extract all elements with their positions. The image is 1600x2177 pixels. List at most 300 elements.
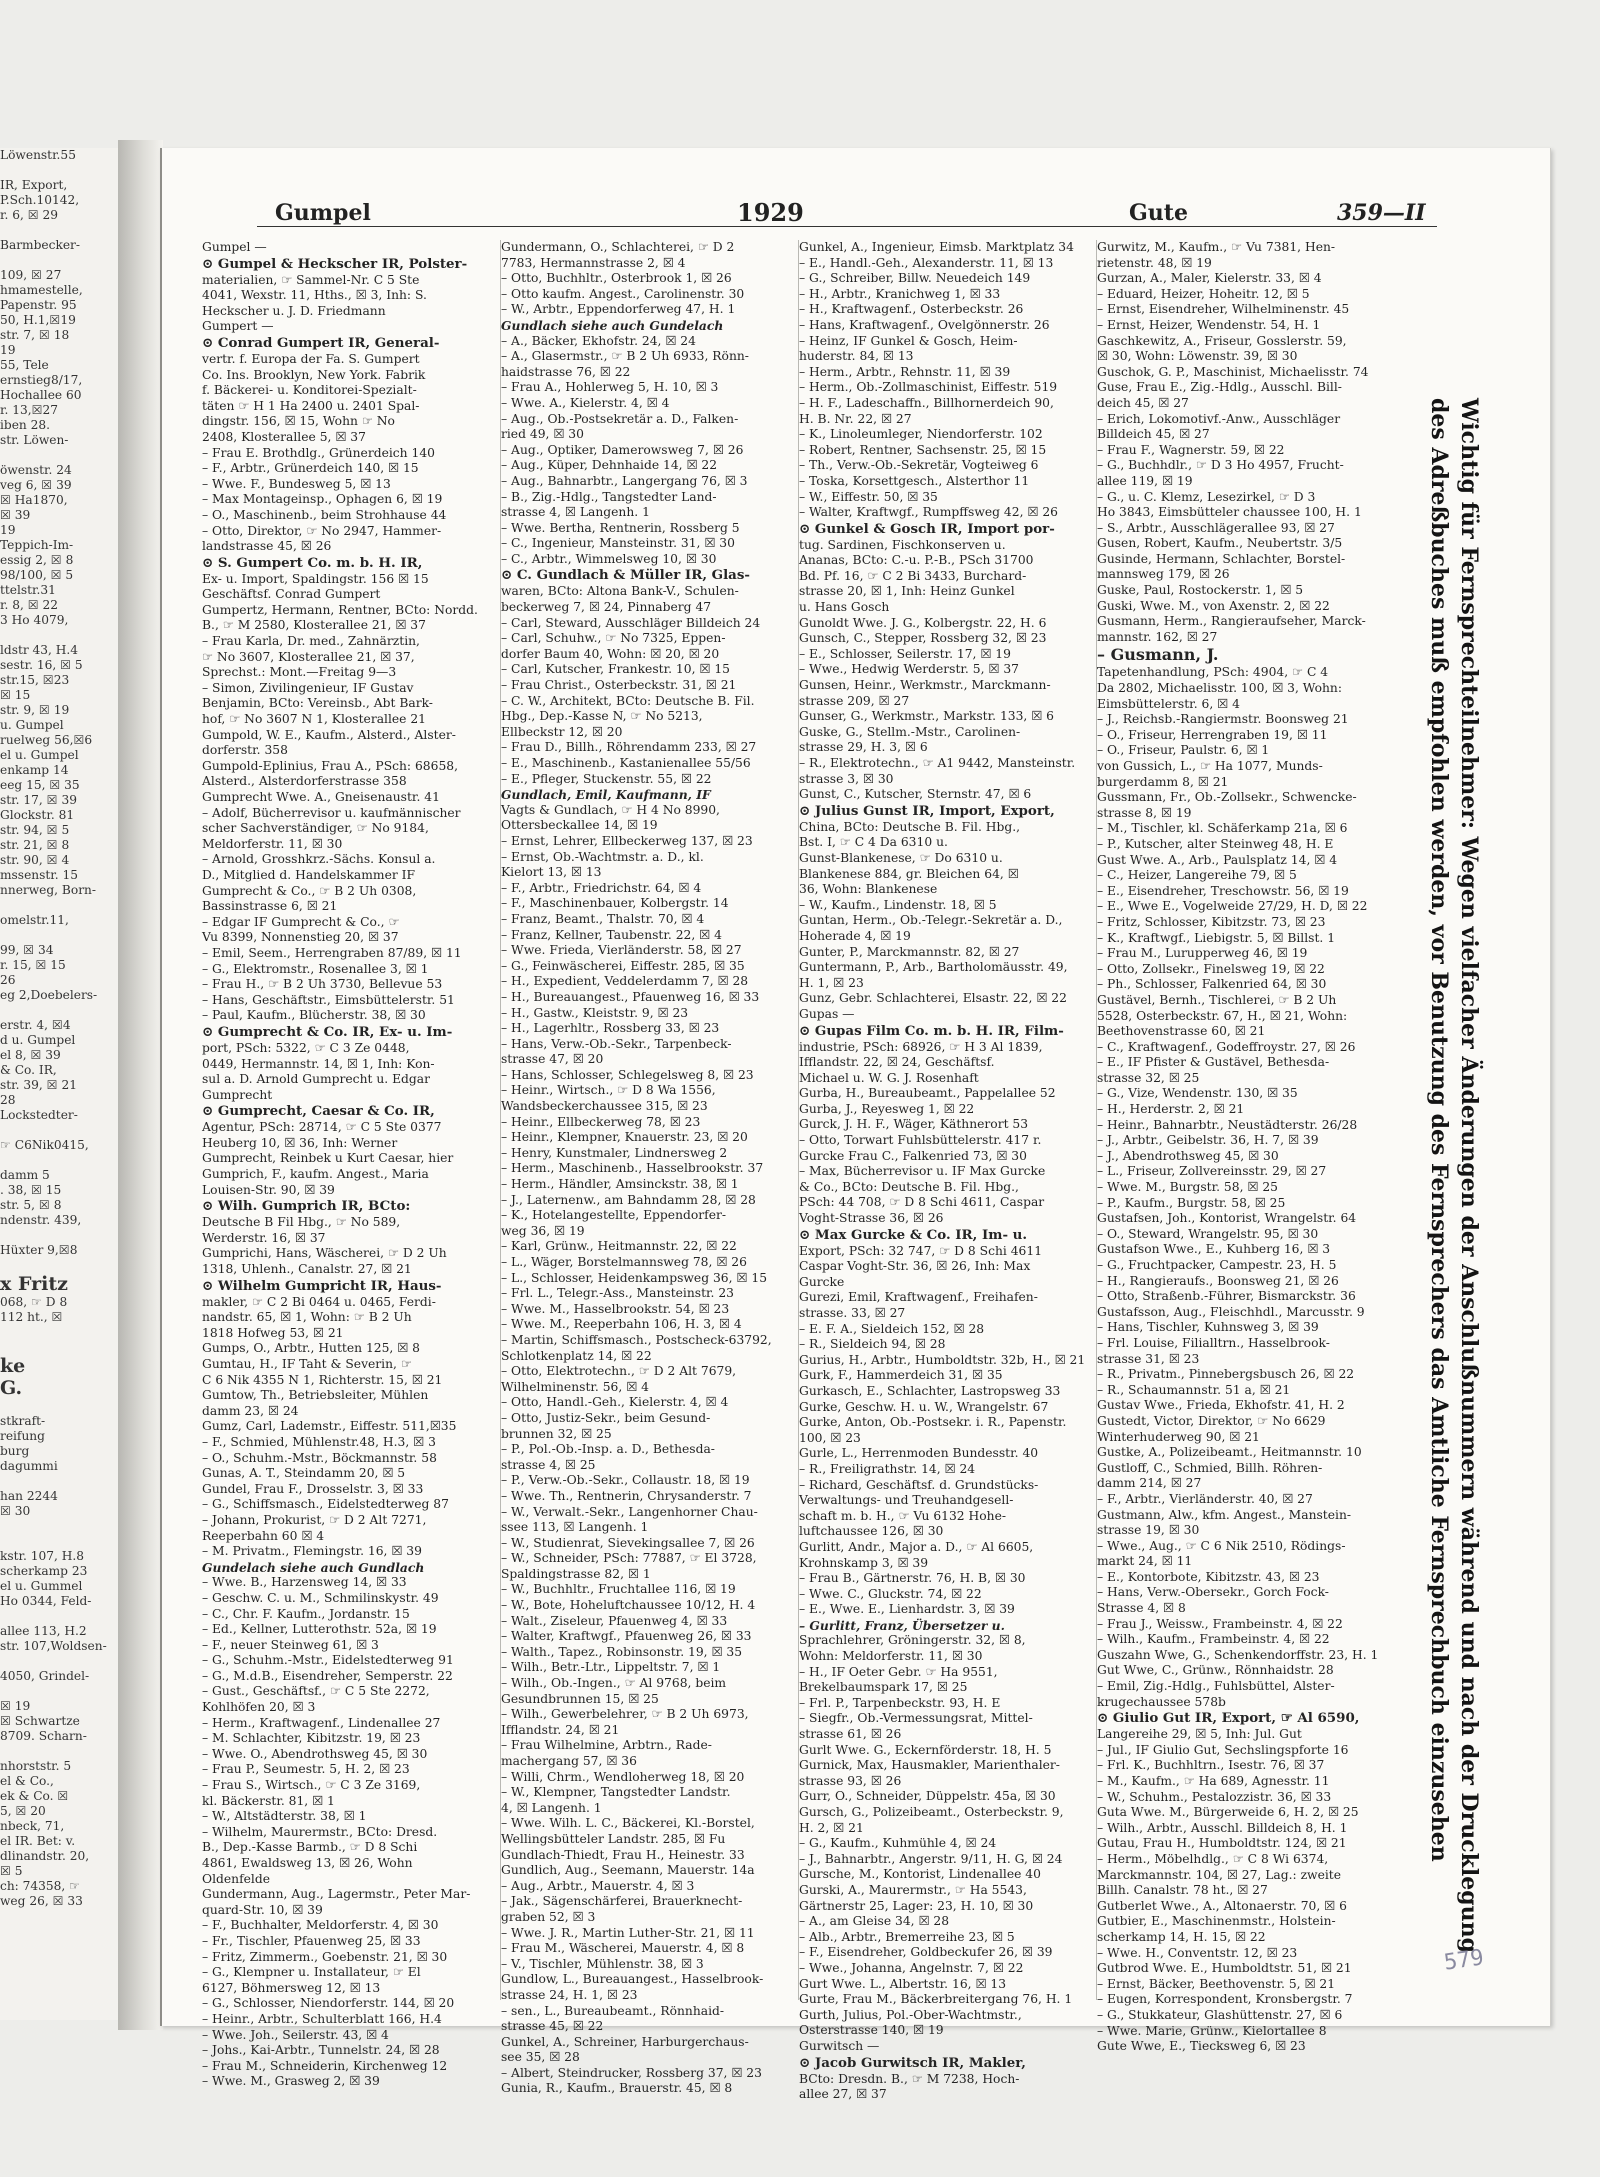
directory-entry: – Henry, Kunstmaler, Lindnersweg 2 [501,1145,728,1160]
previous-page-fragment: Lockstedter- [0,1108,78,1122]
previous-page-fragment [0,898,118,913]
directory-entry: ssee 113, ☒ Langenh. 1 [501,1520,649,1535]
directory-entry: – Frau M., Wäscherei, Mauerstr. 4, ☒ 8 [501,1941,745,1956]
directory-entry: – Ernst, Eisendreher, Wilhelminenstr. 45 [1097,302,1350,317]
directory-entry: Gutberlet Wwe., A., Altonaerstr. 70, ☒ 6 [1097,1898,1347,1913]
directory-entry: – E., Maschinenb., Kastanienallee 55/56 [501,756,751,770]
previous-page-fragment: han 2244 [0,1489,58,1503]
previous-page-fragment: el u. Gumpel [0,748,79,762]
column-1 [202,240,498,2089]
vertical-notice-line-1: Wichtig für Fernsprechteilnehmer: Wegen vielfacher Änderungen der Anschlußnummern während und nach der Drucklegung [1456,398,1482,1953]
directory-entry: – Fritz, Schlosser, Kibitzstr. 73, ☒ 23 [1097,914,1326,929]
previous-page-fragment: ttelstr.31 [0,583,56,597]
directory-entry: – K., Kraftwgf., Liebigstr. 5, ☒ Billst. 1 [1097,930,1336,945]
directory-entry: Gurba, J., Reyesweg 1, ☒ 22 [799,1101,975,1116]
directory-entry: – Frau Christ., Osterbeckstr. 31, ☒ 21 [501,678,737,693]
previous-page-fragment: IR, Export, [0,178,68,192]
column-2 [500,240,797,2096]
previous-page-fragment: ☒ 30 [0,1504,31,1518]
header-left-name: Gumpel [275,200,371,226]
directory-entry: burgerdamm 8, ☒ 21 [1097,774,1229,789]
directory-entry: – Emil, Seem., Herrengraben 87/89, ☒ 11 [202,945,462,960]
directory-entry: – M. Privatm., Flemingstr. 16, ☒ 39 [202,1544,422,1559]
directory-entry: – W., Klempner, Tangstedter Landstr. [501,1785,731,1800]
directory-entry: Gurle, L., Herrenmoden Bundesstr. 40 [799,1446,1039,1461]
directory-entry: – Wilh., Ob.-Ingen., ☞ Al 9768, beim [501,1676,727,1691]
previous-page-fragment: nnerweg, Born- [0,883,97,897]
directory-entry: – G., Fruchtpacker, Campestr. 23, H. 5 [1097,1258,1337,1272]
directory-entry: Gust Wwe. A., Arb., Paulsplatz 14, ☒ 4 [1097,852,1338,867]
directory-entry: – G., Schuhm.-Mstr., Eidelstedterweg 91 [202,1653,454,1668]
previous-page-fragment: ☒ 39 [0,508,31,522]
directory-entry: – A., am Gleise 34, ☒ 28 [799,1914,950,1929]
directory-entry: – O., Steward, Wrangelstr. 95, ☒ 30 [1097,1226,1319,1241]
directory-entry: Gustloff, C., Schmied, Billh. Röhren- [1097,1460,1323,1475]
previous-page-fragment: ernstieg8/17, [0,373,83,387]
directory-entry: Guszahn Wwe, G., Schenkendorffstr. 23, H. 1 [1097,1647,1379,1662]
directory-entry: ried 49, ☒ 30 [501,427,584,442]
directory-entry: Gutbier, E., Maschinenmstr., Holstein- [1097,1914,1336,1929]
directory-entry: – Simon, Zivilingenieur, IF Gustav [202,680,414,695]
directory-entry: – P., Pol.-Ob.-Insp. a. D., Bethesda- [501,1442,715,1457]
directory-entry: – Eugen, Korrespondent, Kronsbergstr. 7 [1097,1992,1353,2007]
directory-entry: Caspar Voght-Str. 36, ☒ 26, Inh: Max [799,1259,1031,1274]
directory-entry: Gurski, A., Maurermstr., ☞ Ha 5543, [799,1882,1027,1897]
previous-page-fragment: Ho 0344, Feld- [0,1594,92,1608]
directory-entry: Osterstrasse 140, ☒ 19 [799,2023,944,2038]
directory-entry: – M. Schlachter, Kibitzstr. 19, ☒ 23 [202,1731,421,1746]
directory-entry: Guschok, G. P., Maschinist, Michaelisstr. 74 [1097,364,1369,379]
directory-entry: H. B. Nr. 22, ☒ 27 [799,411,912,426]
directory-entry: Werderstr. 16, ☒ 37 [202,1230,326,1245]
directory-entry: 0449, Hermannstr. 14, ☒ 1, Inh: Kon- [202,1056,435,1071]
directory-entry: – Heinr., Arbtr., Schulterblatt 166, H.4 [202,2011,442,2026]
directory-entry: Ex- u. Import, Spaldingstr. 156 ☒ 15 [202,571,429,586]
previous-page-fragment [0,1744,118,1759]
directory-entry: – Erich, Lokomotivf.-Anw., Ausschläger [1097,411,1341,426]
previous-page-fragment: ruelweg 56,☒6 [0,733,93,747]
previous-page-fragment: sestr. 16, ☒ 5 [0,658,83,672]
directory-entry: – Wwe. F., Bundesweg 5, ☒ 13 [202,476,391,491]
directory-entry: Gumtau, H., IF Taht & Severin, ☞ [202,1357,412,1371]
previous-page-fragment: nhorststr. 5 [0,1759,72,1773]
previous-page-fragment [0,1609,118,1624]
directory-entry: Gundlach-Thiedt, Frau H., Heinestr. 33 [501,1847,745,1862]
directory-entry: graben 52, ☒ 3 [501,1909,596,1924]
directory-entry: – L., Friseur, Zollvereinsstr. 29, ☒ 27 [1097,1164,1327,1179]
directory-entry: Vagts & Gundlach, ☞ H 4 No 8990, [501,802,720,817]
directory-entry: – A., Glasermstr., ☞ B 2 Uh 6933, Rönn- [501,349,749,364]
directory-entry: – G., Schiffsmasch., Eidelstedterweg 87 [202,1497,449,1512]
directory-entry: 6127, Böhmersweg 12, ☒ 13 [202,1980,381,1995]
directory-entry: Ananas, BCto: C.-u. P.-B., PSch 31700 [799,553,1034,568]
previous-page-fragment: Papenstr. 95 [0,298,77,312]
directory-entry: – Wwe. M., Hasselbrookstr. 54, ☒ 23 [501,1301,730,1316]
previous-page-fragment [0,1153,118,1168]
directory-entry: ⊙ Jacob Gurwitsch IR, Makler, [799,2054,1026,2071]
directory-entry: 1318, Uhlenh., Canalstr. 27, ☒ 21 [202,1262,412,1277]
directory-entry: Gurba, H., Bureaubeamt., Pappelallee 52 [799,1086,1056,1101]
directory-entry: – W., Arbtr., Eppendorferweg 47, H. 1 [501,302,736,317]
previous-page-fragment: ek & Co. ☒ [0,1789,69,1803]
directory-entry: strasse 32, ☒ 25 [1097,1070,1200,1085]
directory-entry: Gunkel, A., Ingenieur, Eimsb. Marktplatz 34 [799,240,1074,254]
previous-page-fragment [0,223,118,238]
directory-entry: Gustävel, Bernh., Tischlerei, ☞ B 2 Uh [1097,992,1337,1007]
previous-page-fragment: reifung [0,1429,45,1443]
directory-entry: & Co., BCto: Deutsche B. Fil. Hbg., [799,1179,1019,1194]
directory-entry: Gesundbrunnen 15, ☒ 25 [501,1691,659,1706]
previous-page-fragment: d u. Gumpel [0,1033,76,1047]
directory-entry: Co. Ins. Brooklyn, New York. Fabrik [202,367,426,382]
directory-entry: – W., Schuhm., Pestalozzistr. 36, ☒ 33 [1097,1789,1332,1804]
directory-entry: Gundlow, L., Bureauangest., Hasselbrook- [501,1972,764,1987]
directory-entry: – C., Arbtr., Wimmelsweg 10, ☒ 30 [501,551,717,566]
directory-entry: – W., Buchhltr., Fruchtallee 116, ☒ 19 [501,1582,736,1597]
directory-entry: – C., Kraftwagenf., Godeffroystr. 27, ☒ 26 [1097,1039,1356,1054]
header-year: 1929 [737,198,804,227]
directory-entry: – Wwe. B., Harzensweg 14, ☒ 33 [202,1575,407,1590]
directory-entry: – Wwe., Aug., ☞ C 6 Nik 2510, Rödings- [1097,1538,1346,1553]
directory-entry: – Carl, Steward, Ausschläger Billdeich 24 [501,615,761,630]
directory-entry: Gursch, G., Polizeibeamt., Osterbeckstr. 9, [799,1805,1064,1819]
directory-entry: – Hans, Verw.-Obersekr., Gorch Fock- [1097,1585,1329,1600]
previous-page-fragment: weg 26, ☒ 33 [0,1894,83,1908]
directory-entry: – Hans, Verw.-Ob.-Sekr., Tarpenbeck- [501,1036,732,1051]
directory-entry: Wandsbeckerchaussee 315, ☒ 23 [501,1099,708,1114]
directory-entry: machergang 57, ☒ 36 [501,1754,637,1768]
directory-entry: Gumprecht & Co., ☞ B 2 Uh 0308, [202,883,417,898]
directory-entry: ⊙ Conrad Gumpert IR, General- [202,334,440,351]
directory-entry: – J., Laternenw., am Bahndamm 28, ☒ 28 [501,1192,756,1207]
directory-entry: Kielort 13, ☒ 13 [501,865,602,880]
previous-page-fragment: r. 8, ☒ 22 [0,598,59,612]
directory-entry: Wohn: Meldorferstr. 11, ☒ 30 [799,1649,983,1664]
directory-entry: – Wwe. Joh., Seilerstr. 43, ☒ 4 [202,2027,389,2042]
directory-entry: strasse 19, ☒ 30 [1097,1523,1200,1538]
directory-entry: – Gusmann, J. [1097,645,1219,665]
previous-page-fragment: G. [0,1377,23,1399]
directory-entry: – Wwe. H., Conventstr. 12, ☒ 23 [1097,1945,1298,1960]
directory-entry: strasse 61, ☒ 26 [799,1727,902,1742]
directory-entry: Gurcke [799,1274,845,1289]
previous-page-fragment: ☒ Schwartze [0,1714,80,1728]
directory-entry: – Frau H., ☞ B 2 Uh 3730, Bellevue 53 [202,977,443,992]
directory-entry: – Frau M., Schneiderin, Kirchenweg 12 [202,2058,448,2073]
previous-page-fragment: 112 ht., ☒ [0,1310,63,1324]
directory-entry: – W., Verwalt.-Sekr., Langenhorner Chau- [501,1504,758,1519]
directory-entry: strasse 93, ☒ 26 [799,1773,902,1788]
directory-entry: Gurius, H., Arbtr., Humboldtstr. 32b, H., ☒ 21 [799,1352,1086,1367]
directory-entry: Gunsen, Heinr., Werkmstr., Marckmann- [799,678,1051,693]
directory-entry: Blankenese 884, gr. Bleichen 64, ☒ [799,866,1019,881]
directory-entry: – Robert, Rentner, Sachsenstr. 25, ☒ 15 [799,442,1047,457]
directory-entry: Gurlitt, Andr., Major a. D., ☞ Al 6605, [799,1539,1034,1554]
directory-entry: – Arnold, Grosshkrz.-Sächs. Konsul a. [202,852,436,867]
directory-entry: Gumpold, W. E., Kaufm., Alsterd., Alster- [202,727,456,742]
directory-entry: – Wwe. J. R., Martin Luther-Str. 21, ☒ 11 [501,1925,755,1940]
directory-entry: – Ernst, Lehrer, Ellbeckerweg 137, ☒ 23 [501,833,753,848]
directory-entry: – L., Wäger, Borstelmannsweg 78, ☒ 26 [501,1255,747,1269]
directory-entry: – Frl. K., Buchhltrn., Isestr. 76, ☒ 37 [1097,1758,1325,1773]
previous-page-fragment: el 8, ☒ 39 [0,1048,61,1062]
directory-entry: – J., Bahnarbtr., Angerstr. 9/11, H. G, ☒ 24 [799,1851,1063,1866]
directory-entry: ⊙ Gupas Film Co. m. b. H. IR, Film- [799,1022,1064,1039]
directory-entry: – Gurlitt, Franz, Übersetzer u. [799,1617,1005,1633]
directory-entry: vertr. f. Europa der Fa. S. Gumpert [202,351,420,366]
directory-entry: Gumprecht, Reinbek u Kurt Caesar, hier [202,1151,454,1166]
directory-entry: – Otto, Handl.-Geh., Kielerstr. 4, ☒ 4 [501,1395,729,1410]
directory-entry: Michael u. W. G. J. Rosenhaft [799,1070,979,1085]
directory-entry: brunnen 32, ☒ 25 [501,1426,612,1441]
directory-entry: ☒ 30, Wohn: Löwenstr. 39, ☒ 30 [1097,349,1298,364]
directory-entry: Gumz, Carl, Lademstr., Eiffestr. 511,☒35 [202,1419,457,1434]
directory-entry: von Gussich, L., ☞ Ha 1077, Munds- [1097,759,1323,773]
previous-page-fragment: str.15, ☒23 [0,673,70,687]
previous-page-fragment: 99, ☒ 34 [0,943,54,957]
directory-entry: – E., IF Pfister & Gustävel, Bethesda- [1097,1055,1330,1070]
directory-entry: – Otto kaufm. Angest., Carolinenstr. 30 [501,286,745,301]
previous-page-fragment: ☞ C6Nik0415, [0,1138,89,1152]
directory-entry: – Emil, Zig.-Hdlg., Fuhlsbüttel, Alster- [1097,1679,1335,1694]
directory-entry: – Wwe. Th., Rentnerin, Chrysanderstr. 7 [501,1488,752,1503]
directory-entry: – C., Chr. F. Kaufm., Jordanstr. 15 [202,1606,410,1621]
directory-entry: – G., Elektromstr., Rosenallee 3, ☒ 1 [202,961,429,976]
previous-page-fragment: str. 5, ☒ 8 [0,1198,62,1212]
directory-entry: Gaschkewitz, A., Friseur, Gosslerstr. 59, [1097,333,1347,348]
directory-entry: 100, ☒ 23 [799,1430,861,1445]
directory-entry: Gussmann, Fr., Ob.-Zollsekr., Schwencke- [1097,790,1357,805]
directory-entry: – Th., Verw.-Ob.-Sekretär, Vogteiweg 6 [799,458,1039,473]
directory-entry: dorfer Baum 40, Wohn: ☒ 20, ☒ 20 [501,646,720,661]
directory-entry: – R., Elektrotechn., ☞ A1 9442, Mansteinstr. [799,756,1076,770]
directory-entry: – W., Eiffestr. 50, ☒ 35 [799,489,938,504]
directory-entry: China, BCto: Deutsche B. Fil. Hbg., [799,819,1021,834]
previous-page-fragment: nbeck, 71, [0,1819,65,1833]
previous-page-fragment: eeg 15, ☒ 35 [0,778,80,792]
directory-entry: – Aug., Küper, Dehnhaide 14, ☒ 22 [501,458,718,473]
directory-entry: ⊙ Gumpel & Heckscher IR, Polster- [202,255,468,272]
directory-entry: – O., Friseur, Herrengraben 19, ☒ 11 [1097,727,1328,742]
directory-entry: strasse 29, H. 3, ☒ 6 [799,740,928,755]
directory-entry: Gupas — [799,1006,855,1021]
directory-entry: – F., Arbtr., Grünerdeich 140, ☒ 15 [202,461,419,476]
previous-page-fragment: omelstr.11, [0,913,69,927]
previous-page-fragment: veg 6, ☒ 39 [0,478,72,492]
directory-entry: – E., Schlosser, Seilerstr. 17, ☒ 19 [799,646,1011,661]
directory-entry: Gutau, Frau H., Humboldtstr. 124, ☒ 21 [1097,1836,1347,1851]
directory-entry: Gumpel — [202,240,267,254]
directory-entry: – Frau S., Wirtsch., ☞ C 3 Ze 3169, [202,1778,421,1793]
previous-page-fragment: r. 13,☒27 [0,403,59,417]
directory-entry: – Carl, Kutscher, Frankestr. 10, ☒ 15 [501,662,730,677]
directory-entry: – Walter, Kraftwgf., Pfauenweg 26, ☒ 33 [501,1629,752,1644]
previous-page-fragment: 50, H.1,☒19 [0,313,76,327]
directory-entry: – Walth., Tapez., Robinsonstr. 19, ☒ 35 [501,1644,743,1659]
directory-entry: 1818 Hofweg 53, ☒ 21 [202,1325,344,1340]
directory-entry: Guske, G., Stellm.-Mstr., Carolinen- [799,724,1021,739]
directory-entry: Sprechst.: Mont.—Freitag 9—3 [202,665,397,680]
directory-entry: strasse 20, ☒ 1, Inh: Heinz Gunkel [799,584,1015,599]
directory-entry: – M., Tischler, kl. Schäferkamp 21a, ☒ 6 [1097,821,1348,836]
directory-entry: Alsterd., Alsterdorferstrasse 358 [202,774,407,789]
directory-entry: strasse 24, H. 1, ☒ 23 [501,1987,638,2002]
directory-entry: Sprachlehrer, Gröningerstr. 32, ☒ 8, [799,1633,1026,1648]
directory-entry: – O., Schuhm.-Mstr., Böckmannstr. 58 [202,1450,437,1465]
directory-entry: ⊙ Gumprecht, Caesar & Co. IR, [202,1103,435,1120]
directory-entry: ⊙ Giulio Gut IR, Export, ☞ Al 6590, [1097,1710,1360,1727]
directory-entry: – Frau A., Hohlerweg 5, H. 10, ☒ 3 [501,380,719,395]
previous-page-fragment: . 38, ☒ 15 [0,1183,62,1197]
directory-entry: – Wilh., Kaufm., Frambeinstr. 4, ☒ 22 [1097,1632,1330,1647]
directory-entry: – Wwe. Marie, Grünw., Kielortallee 8 [1097,2023,1327,2038]
directory-entry: – F., Maschinenbauer, Kolbergstr. 14 [501,896,729,911]
directory-entry: Tapetenhandlung, PSch: 4904, ☞ C 4 [1097,665,1329,680]
directory-entry: – Otto, Justiz-Sekr., beim Gesund- [501,1410,711,1425]
directory-entry: Guse, Frau E., Zig.-Hdlg., Ausschl. Bill- [1097,380,1342,395]
directory-entry: tug. Sardinen, Fischkonserven u. [799,537,1006,552]
directory-entry: 2408, Klosterallee 5, ☒ 37 [202,429,366,444]
directory-entry: see 35, ☒ 28 [501,2050,580,2065]
directory-entry: strasse. 33, ☒ 27 [799,1306,906,1320]
directory-entry: – Wilhelm, Maurermstr., BCto: Dresd. [202,1824,438,1839]
directory-entry: – W., Studienrat, Sievekingsallee 7, ☒ 26 [501,1535,755,1550]
previous-page-fragment: 8709. Scharn- [0,1729,87,1743]
directory-entry: – Frau Karla, Dr. med., Zahnärztin, [202,634,420,649]
directory-entry: – F., Buchhalter, Meldorferstr. 4, ☒ 30 [202,1918,439,1933]
directory-entry: weg 36, ☒ 19 [501,1223,585,1238]
directory-entry: – G., Klempner u. Installateur, ☞ El [202,1965,421,1980]
directory-entry: – H., Kraftwagenf., Osterbeckstr. 26 [799,302,1024,317]
previous-page-fragment: iben 28. [0,418,51,432]
directory-entry: ⊙ Gumprecht & Co. IR, Ex- u. Im- [202,1023,453,1040]
directory-entry: – Herm., Ob.-Zollmaschinist, Eiffestr. 519 [799,380,1058,395]
previous-page-fragment: el u. Gummel [0,1579,83,1593]
directory-entry: – Frau B., Gärtnerstr. 76, H. B, ☒ 30 [799,1571,1026,1586]
directory-entry: Gustafsson, Aug., Fleischhdl., Marcusstr. 9 [1097,1304,1365,1319]
previous-page-fragment: dlinandstr. 20, [0,1849,90,1863]
directory-entry: – Ed., Kellner, Lutterothstr. 52a, ☒ 19 [202,1622,437,1637]
directory-entry: D., Mitglied d. Handelskammer IF [202,867,416,882]
previous-page-fragment [0,253,118,268]
directory-entry: 4, ☒ Langenh. 1 [501,1800,602,1815]
previous-page-fragment: enkamp 14 [0,763,69,777]
previous-page-fragment: 3 Ho 4079, [0,613,69,627]
directory-entry: strasse 31, ☒ 23 [1097,1351,1200,1366]
directory-entry: strasse 209, ☒ 27 [799,693,910,708]
previous-page-fragment: r. 15, ☒ 15 [0,958,66,972]
directory-entry: – Frau J., Weissw., Frambeinstr. 4, ☒ 22 [1097,1616,1343,1631]
directory-entry: – Eduard, Heizer, Hoheitr. 12, ☒ 5 [1097,286,1310,301]
directory-entry: – Wwe. M., Reeperbahn 106, H. 3, ☒ 4 [501,1317,742,1332]
previous-page-fragment: 068, ☞ D 8 [0,1295,68,1309]
directory-entry: nandstr. 65, ☒ 1, Wohn: ☞ B 2 Uh [202,1310,412,1325]
directory-entry: – W., Bote, Hoheluftchaussee 10/12, H. 4 [501,1598,756,1613]
directory-entry: 36, Wohn: Blankenese [799,882,938,897]
directory-entry: – G., Kaufm., Kuhmühle 4, ☒ 24 [799,1836,997,1851]
directory-entry: ⊙ Max Gurcke & Co. IR, Im- u. [799,1226,1028,1243]
directory-entry: Gundermann, Aug., Lagermstr., Peter Mar- [202,1887,471,1902]
directory-entry: – Albert, Steindrucker, Rossberg 37, ☒ 23 [501,2065,762,2080]
directory-entry: – G., M.d.B., Eisendreher, Semperstr. 22 [202,1668,453,1683]
page-header [257,200,1437,227]
directory-entry: Bassinstrasse 6, ☒ 21 [202,899,338,914]
directory-entry: Ifflandstr. 24, ☒ 21 [501,1722,620,1737]
directory-entry: Gusinde, Hermann, Schlachter, Borstel- [1097,551,1346,566]
previous-page-fragment: Hüxter 9,☒8 [0,1243,78,1257]
directory-entry: Guntan, Herm., Ob.-Telegr.-Sekretär a. D., [799,913,1063,928]
directory-entry: – E., Handl.-Geh., Alexanderstr. 11, ☒ 13 [799,255,1054,270]
previous-page-fragment: el & Co., [0,1774,54,1788]
directory-entry: 4041, Wexstr. 11, Hths., ☒ 3, Inh: S. [202,288,427,303]
directory-entry: – W., Kaufm., Lindenstr. 18, ☒ 5 [799,897,997,912]
directory-entry: – Fr., Tischler, Pfauenweg 25, ☒ 33 [202,1933,421,1948]
directory-entry: – Wwe. Wilh. L. C., Bäckerei, Kl.-Borstel, [501,1816,755,1831]
directory-entry: – Max Montageinsp., Ophagen 6, ☒ 19 [202,492,443,507]
directory-entry: – Toska, Korsettgesch., Alsterthor 11 [799,473,1030,488]
directory-entry: PSch: 44 708, ☞ D 8 Schi 4611, Caspar [799,1195,1045,1210]
previous-page-fragment: 19 [0,523,16,537]
previous-page-fragment: 28 [0,1093,16,1107]
directory-entry: schaft m. b. H., ☞ Vu 6132 Hohe- [799,1508,1007,1523]
previous-page-fragment: u. Gumpel [0,718,64,732]
directory-entry: – Frl. Louise, Filialltrn., Hasselbrook- [1097,1335,1330,1350]
directory-entry: Reeperbahn 60 ☒ 4 [202,1528,325,1543]
directory-entry: – E., Pfleger, Stuckenstr. 55, ☒ 22 [501,771,712,786]
previous-page-fragment [0,1123,118,1138]
directory-entry: hof, ☞ No 3607 N 1, Klosterallee 21 [202,712,427,727]
directory-entry: Gurr, O., Schneider, Düppelstr. 45a, ☒ 30 [799,1789,1056,1804]
vertical-notice [1424,398,1484,1953]
directory-page [160,148,1551,2102]
directory-entry: – A., Bäcker, Ekhofstr. 24, ☒ 24 [501,333,696,348]
directory-entry: luftchaussee 126, ☒ 30 [799,1524,944,1539]
directory-entry: Gurck, J. H. F., Wäger, Käthnerort 53 [799,1117,1029,1132]
directory-entry: Verwaltungs- und Treuhandgesell- [799,1493,1014,1508]
previous-page-fragment [0,1684,118,1699]
directory-entry: Da 2802, Michaelisstr. 100, ☒ 3, Wohn: [1097,681,1342,696]
directory-entry: materialien, ☞ Sammel-Nr. C 5 Ste [202,272,420,287]
directory-entry: mannstr. 162, ☒ 27 [1097,629,1218,644]
header-page-number: 359—II [1337,200,1426,226]
directory-entry: makler, ☞ C 2 Bi 0464 u. 0465, Ferdi- [202,1294,436,1309]
directory-entry: quard-Str. 10, ☒ 39 [202,1902,323,1917]
directory-entry: – G., Vize, Wendenstr. 130, ☒ 35 [1097,1086,1298,1101]
previous-page-fragment: hmamestelle, [0,283,83,297]
directory-entry: strasse 4, ☒ 25 [501,1457,596,1472]
directory-entry: 4861, Ewaldsweg 13, ☒ 26, Wohn [202,1856,413,1870]
previous-page-fragment: eg 2,Doebelers- [0,988,98,1002]
directory-entry: – Fritz, Zimmerm., Goebenstr. 21, ☒ 30 [202,1949,448,1964]
directory-entry: Hoherade 4, ☒ 19 [799,928,911,943]
directory-entry: Ellbeckstr 12, ☒ 20 [501,724,623,739]
directory-entry: – Franz, Kellner, Taubenstr. 22, ☒ 4 [501,927,722,942]
directory-entry: – Otto, Direktor, ☞ No 2947, Hammer- [202,523,442,538]
directory-entry: – sen., L., Bureaubeamt., Rönnhaid- [501,2003,725,2018]
directory-entry: Gurwitsch — [799,2038,880,2053]
directory-entry: – R., Freiligrathstr. 14, ☒ 24 [799,1461,976,1476]
directory-entry: Gusmann, Herm., Rangieraufseher, Marck- [1097,614,1366,629]
header-right-name: Gute [1129,200,1188,226]
previous-page-fragment: str. 90, ☒ 4 [0,853,70,867]
previous-page-fragment: P.Sch.10142, [0,193,80,207]
directory-entry: Marckmannstr. 104, ☒ 27, Lag.: zweite [1097,1867,1342,1882]
directory-entry: – Adolf, Bücherrevisor u. kaufmännischer [202,805,461,820]
directory-entry: Gumprecht [202,1087,273,1102]
directory-entry: Krohnskamp 3, ☒ 39 [799,1555,929,1570]
directory-entry: mannsweg 179, ☒ 26 [1097,567,1230,582]
directory-entry: Gumps, O., Arbtr., Hutten 125, ☒ 8 [202,1341,420,1356]
